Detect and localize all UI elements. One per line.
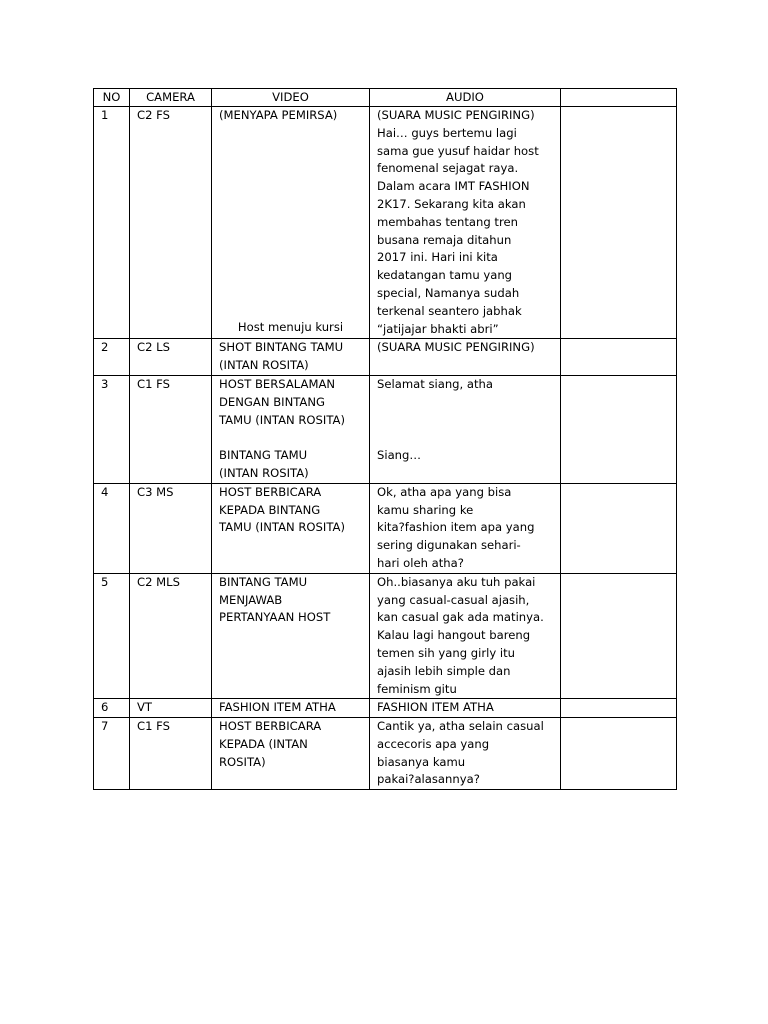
cell-camera: C3 MS bbox=[130, 483, 212, 573]
cell-video bbox=[212, 107, 370, 339]
video-text: HOST BERBICARA KEPADA BINTANG TAMU (INTAN ROSITA) bbox=[219, 484, 345, 535]
header-audio: AUDIO bbox=[370, 89, 561, 107]
cell-extra bbox=[561, 339, 677, 376]
cell-audio bbox=[370, 573, 561, 699]
table-row bbox=[94, 339, 677, 376]
cell-camera: C2 FS bbox=[130, 107, 212, 339]
cell-audio bbox=[370, 339, 561, 376]
header-extra bbox=[561, 89, 677, 107]
cell-video bbox=[212, 375, 370, 483]
table-row bbox=[94, 107, 677, 339]
cell-video bbox=[212, 573, 370, 699]
table-header-row bbox=[94, 89, 677, 107]
audio-text: Oh..biasanya aku tuh pakai yang casual-casual ajasih, kan casual gak ada matinya. Kalau lagi hangout bareng temen sih yang girly itu ajasih lebih simple dan feminism gitu bbox=[377, 574, 544, 696]
video-text-2: BINTANG TAMU (INTAN ROSITA) bbox=[219, 448, 309, 480]
cell-audio bbox=[370, 718, 561, 790]
line-spacer bbox=[219, 429, 365, 447]
table-row bbox=[94, 718, 677, 790]
cell-video bbox=[212, 339, 370, 376]
header-video: VIDEO bbox=[212, 89, 370, 107]
audio-text: (SUARA MUSIC PENGIRING) Hai… guys bertemu lagi sama gue yusuf haidar host fenomenal sejagat raya. Dalam acara IMT FASHION 2K17. Sekarang kita akan membahas tentang tren busana remaja ditahun 2017 ini. Hari ini kita kedatangan tamu yang special, Namanya sudah terkenal seantero jabhak “jatijajar bhakti abri” bbox=[377, 108, 539, 336]
audio-text-2: Siang… bbox=[377, 448, 421, 463]
cell-extra bbox=[561, 573, 677, 699]
cell-extra bbox=[561, 483, 677, 573]
table-row bbox=[94, 573, 677, 699]
cell-video bbox=[212, 699, 370, 718]
cell-video bbox=[212, 718, 370, 790]
cell-camera: C2 LS bbox=[130, 339, 212, 376]
audio-text: Ok, atha apa yang bisa kamu sharing ke kita?fashion item apa yang sering digunakan sehari- hari oleh atha? bbox=[377, 484, 535, 570]
audio-text: (SUARA MUSIC PENGIRING) bbox=[377, 340, 535, 355]
cell-camera: C2 MLS bbox=[130, 573, 212, 699]
cell-camera: C1 FS bbox=[130, 718, 212, 790]
audio-text: FASHION ITEM ATHA bbox=[377, 700, 494, 715]
video-note: Host menuju kursi bbox=[237, 319, 344, 334]
table-row bbox=[94, 483, 677, 573]
script-table bbox=[93, 88, 677, 790]
cell-audio bbox=[370, 375, 561, 483]
cell-extra bbox=[561, 718, 677, 790]
audio-text: Cantik ya, atha selain casual accecoris apa yang biasanya kamu pakai?alasannya? bbox=[377, 719, 544, 787]
cell-no: 5 bbox=[94, 573, 130, 699]
video-text: HOST BERBICARA KEPADA (INTAN ROSITA) bbox=[219, 719, 322, 769]
cell-audio bbox=[370, 699, 561, 718]
cell-video bbox=[212, 483, 370, 573]
cell-extra bbox=[561, 699, 677, 718]
line-spacer bbox=[377, 394, 556, 447]
video-text: (MENYAPA PEMIRSA) bbox=[219, 108, 338, 122]
cell-no: 3 bbox=[94, 375, 130, 483]
cell-extra bbox=[561, 107, 677, 339]
cell-audio bbox=[370, 107, 561, 339]
video-text: FASHION ITEM ATHA bbox=[219, 700, 336, 715]
cell-no: 1 bbox=[94, 107, 130, 339]
video-text: BINTANG TAMU MENJAWAB PERTANYAAN HOST bbox=[219, 574, 331, 625]
cell-no: 6 bbox=[94, 699, 130, 718]
audio-text: Selamat siang, atha bbox=[377, 376, 493, 391]
table-row bbox=[94, 375, 677, 483]
cell-camera: C1 FS bbox=[130, 375, 212, 483]
video-text: SHOT BINTANG TAMU (INTAN ROSITA) bbox=[219, 340, 344, 373]
cell-audio bbox=[370, 483, 561, 573]
header-no: NO bbox=[94, 89, 130, 107]
cell-no: 2 bbox=[94, 339, 130, 376]
cell-no: 7 bbox=[94, 718, 130, 790]
header-camera: CAMERA bbox=[130, 89, 212, 107]
table-row bbox=[94, 699, 677, 718]
cell-camera: VT bbox=[130, 699, 212, 718]
cell-no: 4 bbox=[94, 483, 130, 573]
video-text: HOST BERSALAMAN DENGAN BINTANG TAMU (INTAN ROSITA) bbox=[219, 376, 345, 427]
cell-extra bbox=[561, 375, 677, 483]
